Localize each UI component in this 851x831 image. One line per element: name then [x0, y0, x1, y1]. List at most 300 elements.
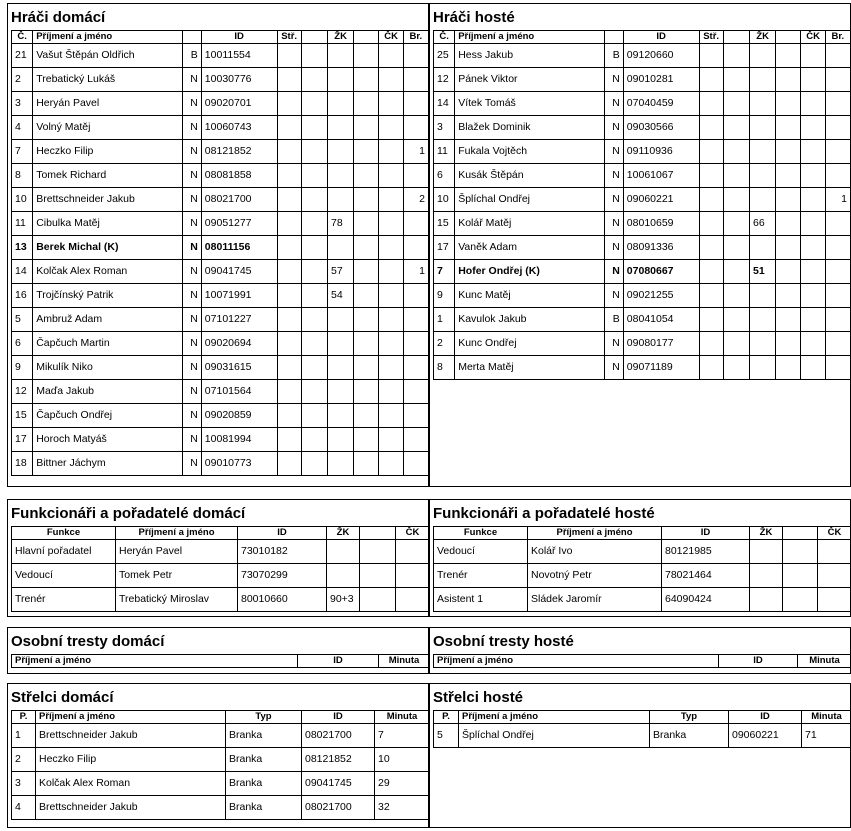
player-row [12, 308, 429, 332]
yellow-card-cell [776, 212, 801, 236]
red-card-cell [396, 588, 430, 612]
red-card-cell [818, 540, 851, 564]
player-name: Vaněk Adam [455, 236, 604, 260]
substitution-cell [277, 332, 301, 356]
official-row [12, 540, 430, 564]
penalties-home-header [12, 655, 430, 668]
scorer-id: 08121852 [302, 748, 375, 772]
column-header: ČK [396, 527, 430, 540]
goals-count [825, 116, 850, 140]
goals-count [825, 260, 850, 284]
player-id: 09051277 [201, 212, 277, 236]
red-card-cell [379, 236, 403, 260]
column-header [776, 31, 801, 44]
official-function: Vedoucí [434, 540, 528, 564]
yellow-card-minute [750, 564, 783, 588]
yellow-card-minute [327, 452, 353, 476]
goals-count [403, 116, 428, 140]
red-card-cell [801, 284, 825, 308]
player-number: 2 [434, 332, 455, 356]
yellow-card-minute [750, 540, 783, 564]
player-id: 08081858 [201, 164, 277, 188]
goal-minute: 32 [375, 796, 430, 820]
red-card-cell [801, 332, 825, 356]
scorer-row [12, 796, 430, 820]
substitution-cell [277, 188, 301, 212]
column-header: Minuta [798, 655, 851, 668]
yellow-card-cell [776, 116, 801, 140]
player-number: 7 [434, 260, 455, 284]
player-id: 08041054 [623, 308, 699, 332]
column-header: Funkce [12, 527, 116, 540]
column-header: Příjmení a jméno [528, 527, 662, 540]
officials-guest-panel [429, 499, 851, 617]
column-header: Minuta [802, 711, 851, 724]
goals-count [403, 68, 428, 92]
yellow-card-cell [354, 356, 379, 380]
penalties-home-table [11, 654, 430, 668]
substitution-cell [301, 92, 327, 116]
yellow-card-cell [354, 116, 379, 140]
official-id: 80121985 [662, 540, 750, 564]
player-id: 09031615 [201, 356, 277, 380]
player-row [434, 44, 851, 68]
player-name: Hess Jakub [455, 44, 604, 68]
yellow-card-minute [749, 356, 775, 380]
column-header: ID [238, 527, 327, 540]
column-header [301, 31, 327, 44]
goals-count: 2 [403, 188, 428, 212]
yellow-card-minute: 66 [749, 212, 775, 236]
official-row [434, 540, 851, 564]
substitution-cell [723, 116, 749, 140]
scorers-home-table [11, 710, 430, 820]
yellow-card-minute [327, 332, 353, 356]
goals-count: 1 [403, 260, 428, 284]
yellow-card-cell [354, 260, 379, 284]
goal-type: Branka [226, 796, 302, 820]
column-header: Br. [403, 31, 428, 44]
official-id: 73070299 [238, 564, 327, 588]
yellow-card-minute: 51 [749, 260, 775, 284]
player-number: 9 [434, 284, 455, 308]
yellow-card-minute [327, 356, 353, 380]
red-card-cell [801, 92, 825, 116]
goals-count [825, 68, 850, 92]
column-header: ID [302, 711, 375, 724]
player-row [12, 284, 429, 308]
player-number: 10 [12, 188, 33, 212]
goals-count [825, 356, 850, 380]
substitution-cell [301, 236, 327, 260]
substitution-cell [301, 44, 327, 68]
yellow-card-minute [327, 188, 353, 212]
player-role: N [182, 428, 201, 452]
substitution-cell [723, 284, 749, 308]
red-card-cell [818, 564, 851, 588]
goal-minute: 7 [375, 724, 430, 748]
red-card-cell [379, 92, 403, 116]
player-id: 09010773 [201, 452, 277, 476]
player-name: Pánek Viktor [455, 68, 604, 92]
yellow-card-cell [354, 140, 379, 164]
column-header: ID [201, 31, 277, 44]
substitution-cell [277, 260, 301, 284]
player-number: 18 [12, 452, 33, 476]
goals-count [825, 308, 850, 332]
scorer-row [12, 724, 430, 748]
goal-type: Branka [226, 772, 302, 796]
substitution-cell [277, 92, 301, 116]
yellow-card-cell [354, 404, 379, 428]
scorers-guest-title: Střelci hosté [433, 689, 524, 706]
officials-guest-title: Funkcionáři a pořadatelé hosté [433, 505, 655, 522]
player-id: 09020694 [201, 332, 277, 356]
player-row [434, 260, 851, 284]
red-card-cell [379, 332, 403, 356]
goals-count [403, 284, 428, 308]
penalties-guest-title: Osobní tresty hosté [433, 633, 574, 650]
player-id: 08021700 [201, 188, 277, 212]
substitution-cell [699, 188, 723, 212]
yellow-card-minute [749, 236, 775, 260]
player-number: 15 [12, 404, 33, 428]
substitution-cell [699, 140, 723, 164]
yellow-card-cell [354, 308, 379, 332]
red-card-cell [379, 188, 403, 212]
substitution-cell [277, 68, 301, 92]
player-role: N [182, 188, 201, 212]
player-id: 10030776 [201, 68, 277, 92]
player-name: Kunc Matěj [455, 284, 604, 308]
officials-guest-header [434, 527, 851, 540]
yellow-card-minute [750, 588, 783, 612]
substitution-cell [699, 116, 723, 140]
player-role: N [182, 212, 201, 236]
player-id: 09060221 [623, 188, 699, 212]
player-name: Volný Matěj [33, 116, 182, 140]
player-row [434, 140, 851, 164]
substitution-cell [723, 308, 749, 332]
player-role: N [604, 116, 623, 140]
player-name: Heczko Filip [33, 140, 182, 164]
substitution-cell [699, 68, 723, 92]
player-row [434, 92, 851, 116]
player-number: 8 [434, 356, 455, 380]
official-id: 73010182 [238, 540, 327, 564]
yellow-card-minute [749, 68, 775, 92]
player-role: B [182, 44, 201, 68]
yellow-card-minute: 78 [327, 212, 353, 236]
official-name: Kolář Ivo [528, 540, 662, 564]
officials-guest-table [433, 526, 851, 612]
substitution-cell [723, 188, 749, 212]
scorer-order: 2 [12, 748, 36, 772]
player-name: Berek Michal (K) [33, 236, 182, 260]
player-role: N [182, 332, 201, 356]
column-header: Funkce [434, 527, 528, 540]
yellow-card-minute [749, 188, 775, 212]
substitution-cell [277, 236, 301, 260]
yellow-card-minute [749, 332, 775, 356]
red-card-cell [379, 44, 403, 68]
scorer-order: 3 [12, 772, 36, 796]
official-name: Tomek Petr [116, 564, 238, 588]
player-role: N [604, 68, 623, 92]
yellow-card-cell [776, 44, 801, 68]
yellow-card-cell [354, 332, 379, 356]
red-card-cell [801, 116, 825, 140]
yellow-card-cell [776, 164, 801, 188]
player-role: B [604, 44, 623, 68]
substitution-cell [277, 116, 301, 140]
substitution-cell [699, 212, 723, 236]
official-id: 78021464 [662, 564, 750, 588]
player-row [434, 164, 851, 188]
yellow-card-cell [776, 260, 801, 284]
scorer-order: 1 [12, 724, 36, 748]
substitution-cell [723, 212, 749, 236]
column-header: Příjmení a jméno [455, 31, 604, 44]
player-number: 7 [12, 140, 33, 164]
player-role: N [604, 212, 623, 236]
substitution-cell [277, 284, 301, 308]
column-header [182, 31, 201, 44]
yellow-card-cell [354, 44, 379, 68]
column-header: Br. [825, 31, 850, 44]
substitution-cell [301, 308, 327, 332]
player-id: 09020859 [201, 404, 277, 428]
player-number: 11 [434, 140, 455, 164]
player-number: 16 [12, 284, 33, 308]
column-header [783, 527, 818, 540]
player-name: Čapčuch Martin [33, 332, 182, 356]
penalties-home-title: Osobní tresty domácí [11, 633, 165, 650]
yellow-card-minute [749, 284, 775, 308]
player-row [434, 356, 851, 380]
substitution-cell [301, 404, 327, 428]
column-header: Příjmení a jméno [116, 527, 238, 540]
red-card-cell [801, 212, 825, 236]
player-name: Brettschneider Jakub [33, 188, 182, 212]
player-role: N [182, 140, 201, 164]
player-role: N [182, 308, 201, 332]
scorer-id: 08021700 [302, 796, 375, 820]
yellow-card-cell [776, 92, 801, 116]
column-header: Příjmení a jméno [12, 655, 298, 668]
substitution-cell [699, 260, 723, 284]
goal-minute: 10 [375, 748, 430, 772]
player-number: 5 [12, 308, 33, 332]
red-card-cell [801, 140, 825, 164]
player-row [434, 68, 851, 92]
players-guest-panel [429, 3, 851, 487]
substitution-cell [723, 164, 749, 188]
official-row [434, 588, 851, 612]
player-name: Kunc Ondřej [455, 332, 604, 356]
players-home-panel [7, 3, 429, 487]
yellow-card-cell [776, 140, 801, 164]
player-id: 09021255 [623, 284, 699, 308]
column-header: P. [12, 711, 36, 724]
yellow-card-minute [749, 92, 775, 116]
goals-count [403, 404, 428, 428]
yellow-card-minute: 57 [327, 260, 353, 284]
player-number: 1 [434, 308, 455, 332]
player-name: Tomek Richard [33, 164, 182, 188]
substitution-cell [301, 116, 327, 140]
player-row [12, 404, 429, 428]
player-id: 09010281 [623, 68, 699, 92]
substitution-cell [699, 332, 723, 356]
player-role: N [182, 92, 201, 116]
player-id: 10061067 [623, 164, 699, 188]
yellow-card-minute [749, 116, 775, 140]
player-id: 08091336 [623, 236, 699, 260]
players-home-table [11, 30, 429, 476]
player-name: Ambruž Adam [33, 308, 182, 332]
substitution-cell [277, 380, 301, 404]
player-id: 09080177 [623, 332, 699, 356]
yellow-card-cell [783, 564, 818, 588]
yellow-card-cell [354, 212, 379, 236]
yellow-card-minute [327, 92, 353, 116]
official-function: Hlavní pořadatel [12, 540, 116, 564]
official-name: Novotný Petr [528, 564, 662, 588]
scorer-id: 09060221 [729, 724, 802, 748]
substitution-cell [723, 68, 749, 92]
column-header: Příjmení a jméno [434, 655, 719, 668]
column-header: ŽK [750, 527, 783, 540]
substitution-cell [277, 212, 301, 236]
goals-count [825, 236, 850, 260]
yellow-card-cell [783, 588, 818, 612]
player-number: 2 [12, 68, 33, 92]
yellow-card-minute [749, 308, 775, 332]
scorers-guest-body [434, 724, 851, 748]
yellow-card-cell [776, 68, 801, 92]
scorer-name: Brettschneider Jakub [36, 724, 226, 748]
player-number: 4 [12, 116, 33, 140]
scorer-row [12, 772, 430, 796]
player-row [434, 332, 851, 356]
player-name: Bittner Jáchym [33, 452, 182, 476]
player-number: 14 [12, 260, 33, 284]
column-header: Příjmení a jméno [33, 31, 182, 44]
substitution-cell [301, 284, 327, 308]
substitution-cell [699, 44, 723, 68]
red-card-cell [379, 212, 403, 236]
red-card-cell [396, 540, 430, 564]
column-header: ID [662, 527, 750, 540]
player-row [12, 92, 429, 116]
red-card-cell [801, 260, 825, 284]
goals-count [403, 92, 428, 116]
player-number: 13 [12, 236, 33, 260]
player-row [434, 308, 851, 332]
substitution-cell [277, 428, 301, 452]
red-card-cell [801, 188, 825, 212]
substitution-cell [301, 380, 327, 404]
player-name: Blažek Dominik [455, 116, 604, 140]
goal-type: Branka [226, 748, 302, 772]
red-card-cell [801, 308, 825, 332]
goal-type: Branka [226, 724, 302, 748]
substitution-cell [301, 188, 327, 212]
scorers-home-header [12, 711, 430, 724]
goals-count [403, 452, 428, 476]
player-number: 21 [12, 44, 33, 68]
scorer-id: 09041745 [302, 772, 375, 796]
player-role: N [182, 452, 201, 476]
penalties-home-panel [7, 627, 429, 674]
red-card-cell [379, 380, 403, 404]
red-card-cell [818, 588, 851, 612]
penalties-guest-header [434, 655, 851, 668]
yellow-card-cell [354, 284, 379, 308]
player-number: 12 [12, 380, 33, 404]
column-header: Příjmení a jméno [459, 711, 650, 724]
red-card-cell [379, 140, 403, 164]
officials-home-table [11, 526, 430, 612]
player-role: N [182, 68, 201, 92]
player-number: 11 [12, 212, 33, 236]
player-role: N [182, 116, 201, 140]
player-id: 07040459 [623, 92, 699, 116]
goal-minute: 71 [802, 724, 851, 748]
red-card-cell [379, 404, 403, 428]
scorers-home-panel [7, 683, 429, 828]
goals-count [403, 428, 428, 452]
substitution-cell [277, 140, 301, 164]
player-role: N [604, 236, 623, 260]
scorer-order: 4 [12, 796, 36, 820]
player-number: 17 [434, 236, 455, 260]
yellow-card-minute [749, 44, 775, 68]
player-number: 14 [434, 92, 455, 116]
column-header: Příjmení a jméno [36, 711, 226, 724]
yellow-card-cell [354, 236, 379, 260]
player-role: N [182, 404, 201, 428]
player-name: Kolčak Alex Roman [33, 260, 182, 284]
official-name: Sládek Jaromír [528, 588, 662, 612]
goals-count [403, 332, 428, 356]
player-role: N [182, 260, 201, 284]
yellow-card-cell [354, 452, 379, 476]
column-header: ŽK [327, 31, 353, 44]
red-card-cell [379, 68, 403, 92]
goals-count [825, 44, 850, 68]
player-number: 3 [434, 116, 455, 140]
goals-count [825, 212, 850, 236]
red-card-cell [801, 236, 825, 260]
players-guest-header [434, 31, 851, 44]
player-role: N [182, 284, 201, 308]
scorer-id: 08021700 [302, 724, 375, 748]
player-id: 07101564 [201, 380, 277, 404]
player-name: Hofer Ondřej (K) [455, 260, 604, 284]
goals-count [825, 332, 850, 356]
official-function: Asistent 1 [434, 588, 528, 612]
player-name: Cibulka Matěj [33, 212, 182, 236]
player-name: Mikulík Niko [33, 356, 182, 380]
player-number: 17 [12, 428, 33, 452]
player-role: N [182, 380, 201, 404]
player-id: 08011156 [201, 236, 277, 260]
yellow-card-cell [360, 540, 396, 564]
player-name: Kavulok Jakub [455, 308, 604, 332]
scorer-name: Brettschneider Jakub [36, 796, 226, 820]
